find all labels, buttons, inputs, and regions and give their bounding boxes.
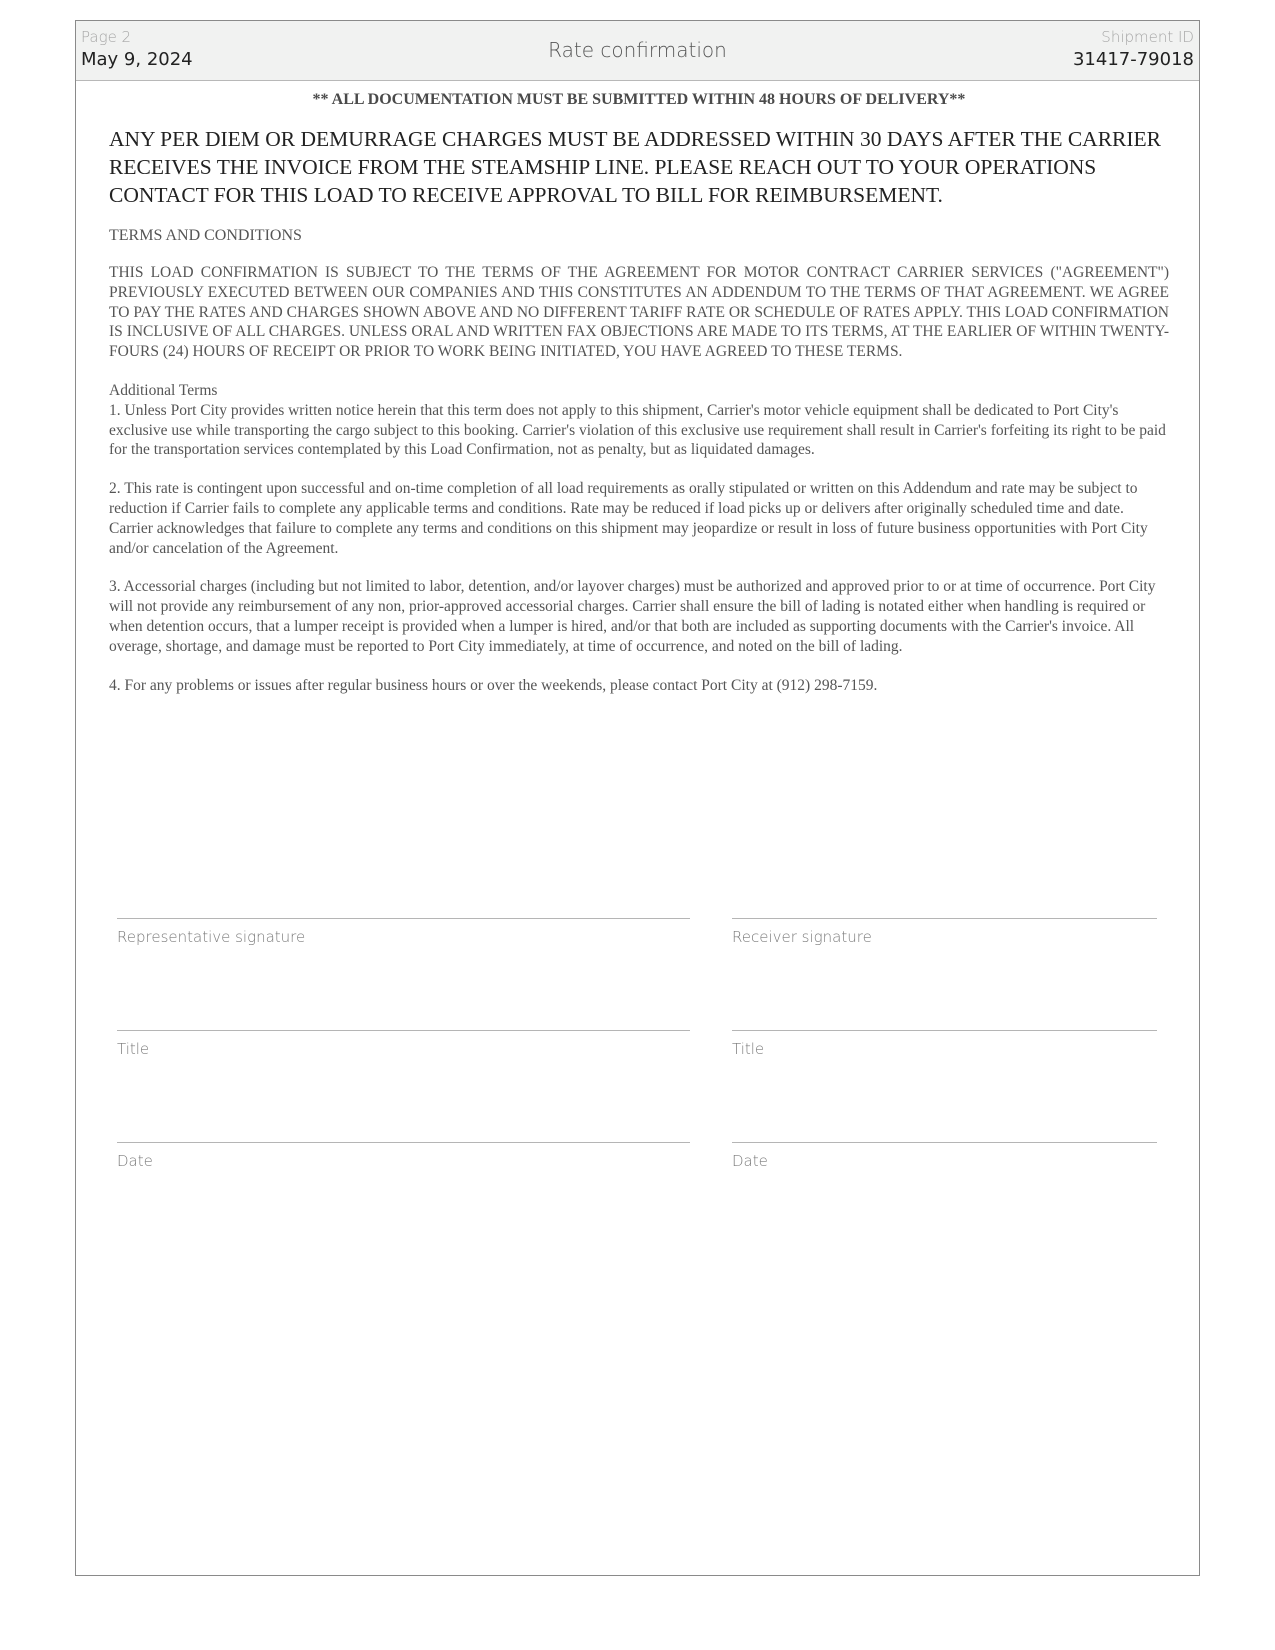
representative-signature-line[interactable] [117,918,690,919]
receiver-date-line[interactable] [732,1142,1157,1143]
document-page [75,20,1200,1576]
additional-term-4: 4. For any problems or issues after regular business hours or over the weekends, please contact Port City at (912) 298-7159. [109,676,878,694]
page-header [76,21,1199,81]
representative-title-line[interactable] [117,1030,690,1031]
demurrage-notice: ANY PER DIEM OR DEMURRAGE CHARGES MUST BE ADDRESSED WITHIN 30 DAYS AFTER THE CARRIER RECEIVES THE INVOICE FROM THE STEAMSHIP LINE. PLEASE REACH OUT TO YOUR OPERATIONS CONTACT FOR THIS LOAD TO RECEIVE APPROVAL TO BILL FOR REIMBURSEMENT. [109,127,1162,207]
header-right [1073,27,1194,73]
documentation-notice: ** ALL DOCUMENTATION MUST BE SUBMITTED WITHIN 48 HOURS OF DELIVERY** [312,91,966,108]
receiver-signature-line[interactable] [732,918,1157,919]
additional-term-3: 3. Accessorial charges (including but not limited to labor, detention, and/or layover charges) must be authorized and approved prior to or at time of occurrence. Port City will not provide any reimbursement of any non, prior-approved accessorial charges. Carrier shall ensure the bill of lading is notated either when handling is required or when detention occurs, that a lumper receipt is provided when a lumper is hired, and/or that both are included as supporting documents with the Carrier's invoice. All overage, shortage, and damage must be reported to Port City immediately, at time of occurrence, and noted on the bill of lading. [109,578,1156,655]
representative-title-label: Title [117,1040,150,1058]
document-title: Rate confirmation [548,38,727,62]
representative-date-label: Date [117,1152,153,1170]
representative-date-line[interactable] [117,1142,690,1143]
document-date: May 9, 2024 [81,49,193,70]
additional-terms-heading: Additional Terms [109,381,218,399]
page-number: Page 2 [81,28,132,46]
additional-term-1: 1. Unless Port City provides written notice herein that this term does not apply to this shipment, Carrier's motor vehicle equipment shall be dedicated to Port City's exclusive use while transporting the cargo subject to this booking. Carrier's violation of this exclusive use requirement shall result in Carrier's forfeiting its right to be paid for the transportation services contemplated by this Load Confirmation, not as penalty, but as liquidated damages. [109,401,1166,459]
shipment-id-value: 31417-79018 [1072,49,1194,70]
receiver-title-line[interactable] [732,1030,1157,1031]
terms-body: THIS LOAD CONFIRMATION IS SUBJECT TO THE TERMS OF THE AGREEMENT FOR MOTOR CONTRACT CARRIER SERVICES ("AGREEMENT") PREVIOUSLY EXECUTED BETWEEN OUR COMPANIES AND THIS CONSTITUTES AN ADDENDUM TO THE TERMS OF THAT AGREEMENT. WE AGREE TO PAY THE RATES AND CHARGES SHOWN ABOVE AND NO DIFFERENT TARIFF RATE OR SCHEDULE OF RATES APPLY. THIS LOAD CONFIRMATION IS INCLUSIVE OF ALL CHARGES. UNLESS ORAL AND WRITTEN FAX OBJECTIONS ARE MADE TO ITS TERMS, AT THE EARLIER OF WITHIN TWENTY-FOURS (24) HOURS OF RECEIPT OR PRIOR TO WORK BEING INITIATED, YOU HAVE AGREED TO THESE TERMS. [109,264,1169,361]
additional-term-2: 2. This rate is contingent upon successful and on-time completion of all load requirements as orally stipulated or written on this Addendum and rate may be subject to reduction if Carrier fails to complete any applicable terms and conditions. Rate may be reduced if load picks up or delivers after originally scheduled time and date. Carrier acknowledges that failure to complete any terms and conditions on this shipment may jeopardize or result in loss of future business opportunities with Port City and/or cancelation of the Agreement. [109,480,1148,557]
representative-signature-label: Representative signature [117,928,306,946]
receiver-title-label: Title [732,1040,765,1058]
terms-heading: TERMS AND CONDITIONS [109,227,302,244]
shipment-id-label: Shipment ID [1101,28,1194,46]
receiver-date-label: Date [732,1152,768,1170]
document-body [109,91,1169,714]
receiver-signature-label: Receiver signature [732,928,872,946]
